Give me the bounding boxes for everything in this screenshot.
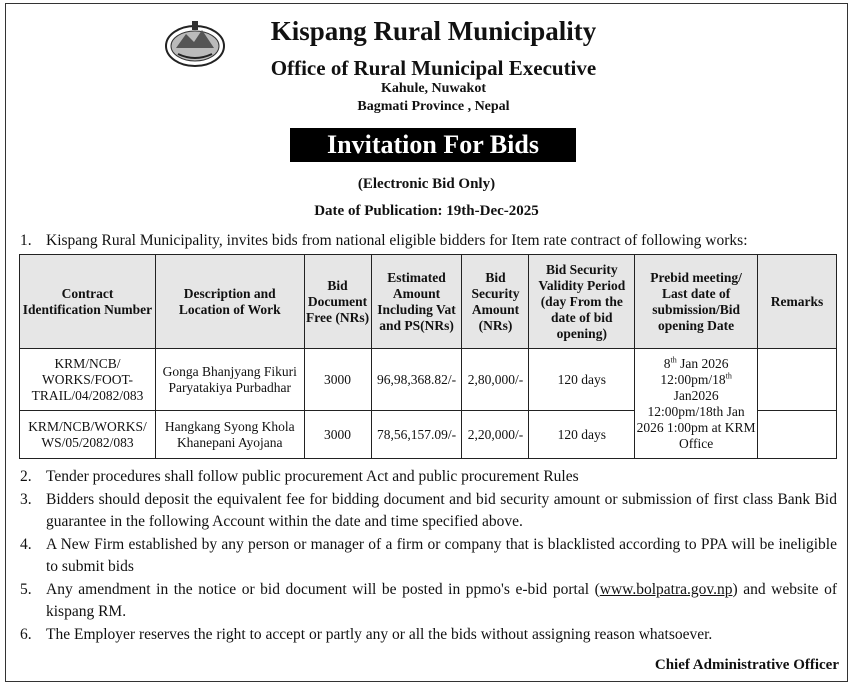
bids-table (19, 254, 837, 459)
cell-security-amount: 2,80,000/- (462, 349, 529, 411)
cell-remarks (758, 411, 837, 459)
col-header-estimated-amount: Estimated Amount Including Vat and PS(NRs) (371, 255, 462, 349)
col-header-remarks: Remarks (758, 255, 837, 349)
list-item: 2. Tender procedures shall follow public procurement Act and public procurement Rules (20, 468, 579, 485)
cell-estimated-amount: 96,98,368.82/- (371, 349, 462, 411)
letterhead (6, 4, 847, 124)
cell-validity: 120 days (529, 411, 635, 459)
conditions-list (20, 466, 837, 646)
list-item: 6. The Employer reserves the right to accept or partly any or all the bids without assigning reason whatsoever. (20, 625, 713, 643)
office-name: Office of Rural Municipal Executive (270, 56, 597, 80)
bolpatra-link[interactable]: www.bolpatra.gov.np (599, 580, 733, 598)
address-line-1: Kahule, Nuwakot (380, 81, 487, 96)
publication-date: Date of Publication: 19th-Dec-2025 (314, 203, 539, 219)
cell-remarks (758, 349, 837, 411)
item-number: 1. (20, 232, 32, 249)
table-row (20, 349, 837, 411)
cell-description: Gonga Bhanjyang Fikuri Paryatakiya Purbadhar (155, 349, 304, 411)
cell-dates: 8th Jan 2026 12:00pm/18th Jan2026 12:00pm/18th Jan 2026 1:00pm at KRM Office (635, 349, 758, 459)
notice-page (5, 3, 848, 682)
col-header-contract-id: Contract Identification Number (20, 255, 156, 349)
signatory-title: Chief Administrative Officer (654, 657, 839, 673)
col-header-dates: Prebid meeting/ Last date of submission/Bid opening Date (635, 255, 758, 349)
cell-contract-id: KRM/NCB/ WORKS/FOOT-TRAIL/04/2082/083 (20, 349, 156, 411)
list-item: 3. Bidders should deposit the equivalent fee for bidding document and bid security amount or submission of first class Bank Bid guarantee in the following Account within the date and time specified above. (20, 490, 837, 530)
cell-estimated-amount: 78,56,157.09/- (371, 411, 462, 459)
cell-document-fee: 3000 (304, 349, 371, 411)
col-header-document-fee: Bid Document Free (NRs) (304, 255, 371, 349)
list-item: 5. Any amendment in the notice or bid document will be posted in ppmo's e-bid portal (www.bolpatra.gov.np) and website of kispang RM. (20, 580, 837, 620)
address-line-2: Bagmati Province , Nepal (357, 99, 510, 114)
col-header-description: Description and Location of Work (155, 255, 304, 349)
cell-contract-id: KRM/NCB/WORKS/ WS/05/2082/083 (20, 411, 156, 459)
cell-validity: 120 days (529, 349, 635, 411)
notice-title: Invitation For Bids (290, 128, 576, 162)
col-header-security-amount: Bid Security Amount (NRs) (462, 255, 529, 349)
intro-text: Kispang Rural Municipality, invites bids from national eligible bidders for Item rate contract of following works: (46, 232, 748, 249)
intro-paragraph (20, 232, 839, 250)
bid-mode: (Electronic Bid Only) (357, 176, 496, 192)
municipality-name: Kispang Rural Municipality (270, 16, 597, 46)
cell-description: Hangkang Syong Khola Khanepani Ayojana (155, 411, 304, 459)
col-header-validity: Bid Security Validity Period (day From the date of bid opening) (529, 255, 635, 349)
cell-document-fee: 3000 (304, 411, 371, 459)
table-header-row (20, 255, 837, 349)
cell-security-amount: 2,20,000/- (462, 411, 529, 459)
list-item: 4. A New Firm established by any person or manager of a firm or company that is blacklisted according to PPA will be ineligible to submit bids (20, 535, 837, 575)
